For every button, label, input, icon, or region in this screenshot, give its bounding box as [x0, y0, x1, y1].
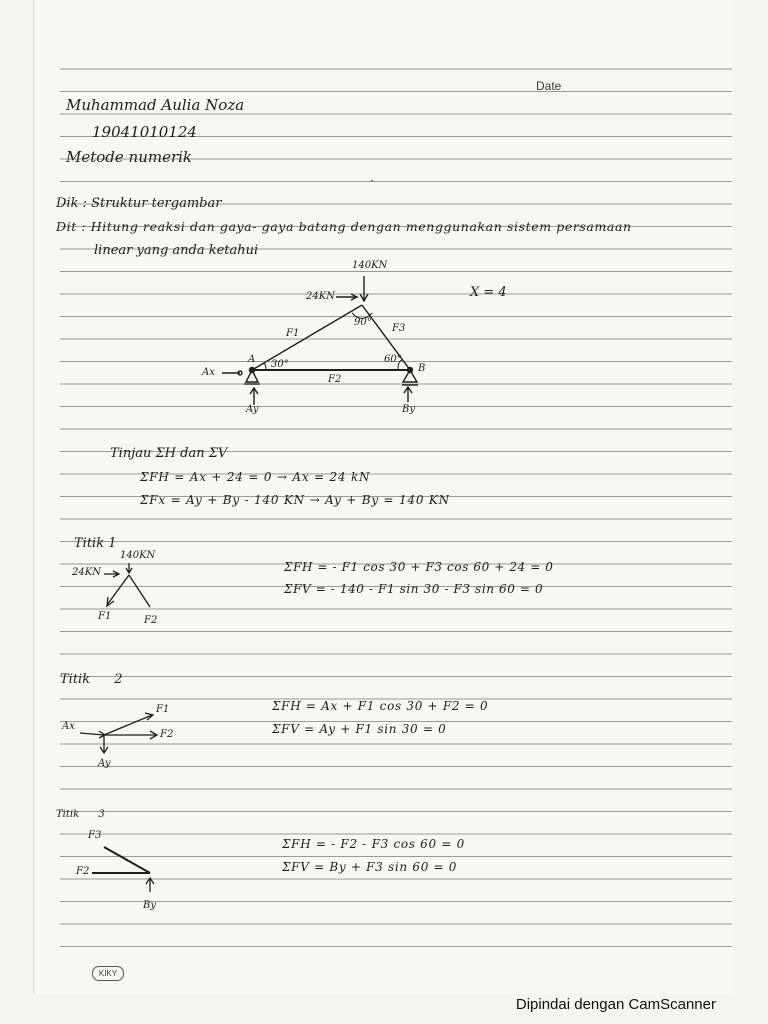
equilibrium-eq-2: ΣFx = Ay + By - 140 KN → Ay + By = 140 KN	[140, 493, 450, 507]
equilibrium-heading: Tinjau ΣH dan ΣV	[110, 446, 228, 461]
joint-3-f2-label: F2	[76, 866, 90, 877]
joint-2-ay-label: Ay	[98, 758, 111, 769]
scanner-footer: Dipindai dengan CamScanner	[515, 996, 716, 1013]
angle-a-label: 30°	[271, 359, 289, 370]
joint-3-title: Titik 3	[56, 809, 105, 820]
horizontal-load-label: 24KN	[306, 291, 335, 302]
course-name: Metode numerik	[66, 148, 193, 166]
member-f2-label: F2	[328, 374, 342, 385]
joint-3-f3-label: F3	[88, 830, 102, 841]
apex-angle-label: 90°	[354, 317, 372, 328]
joint-3-eq-1: ΣFH = - F2 - F3 cos 60 = 0	[282, 837, 465, 851]
joint-1-eq-2: ΣFV = - 140 - F1 sin 30 - F3 sin 60 = 0	[284, 582, 544, 596]
asked-line-1: Dit : Hitung reaksi dan gaya- gaya batang dengan menggunakan sistem persamaan	[56, 219, 632, 234]
given-line: Dik : Struktur tergambar	[56, 196, 222, 211]
joint-1-left-load: 24KN	[72, 567, 101, 578]
joint-1-top-load: 140KN	[120, 550, 156, 561]
date-label: Date	[536, 79, 562, 93]
top-load-label: 140KN	[352, 260, 388, 271]
joint-1-f1-label: F1	[98, 611, 112, 622]
joint-3-by-label: By	[143, 900, 156, 911]
joint-2-title: Titik 2	[60, 672, 123, 687]
equilibrium-eq-1: ΣFH = Ax + 24 = 0 → Ax = 24 kN	[140, 470, 371, 484]
joint-2-f2-label: F2	[160, 729, 174, 740]
node-b-label: B	[418, 363, 426, 374]
student-id: 19041010124	[92, 123, 197, 141]
member-f3-label: F3	[392, 323, 406, 334]
member-f1-label: F1	[286, 328, 300, 339]
student-name: Muhammad Aulia Noza	[66, 96, 245, 114]
joint-1-title: Titik 1	[74, 536, 117, 551]
brand-logo: KIKY	[92, 966, 124, 981]
x-value-note: X = 4	[470, 285, 507, 300]
joint-3-eq-2: ΣFV = By + F3 sin 60 = 0	[282, 860, 458, 874]
joint-2-eq-1: ΣFH = Ax + F1 cos 30 + F2 = 0	[272, 699, 489, 713]
joint-1-f2-label: F2	[144, 615, 158, 626]
node-a-label: A	[248, 354, 256, 365]
asked-line-2: linear yang anda ketahui	[94, 243, 259, 258]
reaction-ay-label: Ay	[246, 404, 259, 415]
reaction-by-label: By	[402, 404, 415, 415]
angle-b-label: 60°	[384, 354, 402, 365]
joint-2-ax-label: Ax	[62, 721, 75, 732]
reaction-ax-label: Ax	[202, 367, 215, 378]
joint-1-eq-1: ΣFH = - F1 cos 30 + F3 cos 60 + 24 = 0	[284, 560, 554, 574]
joint-2-f1-label: F1	[156, 704, 170, 715]
joint-2-eq-2: ΣFV = Ay + F1 sin 30 = 0	[272, 722, 447, 736]
